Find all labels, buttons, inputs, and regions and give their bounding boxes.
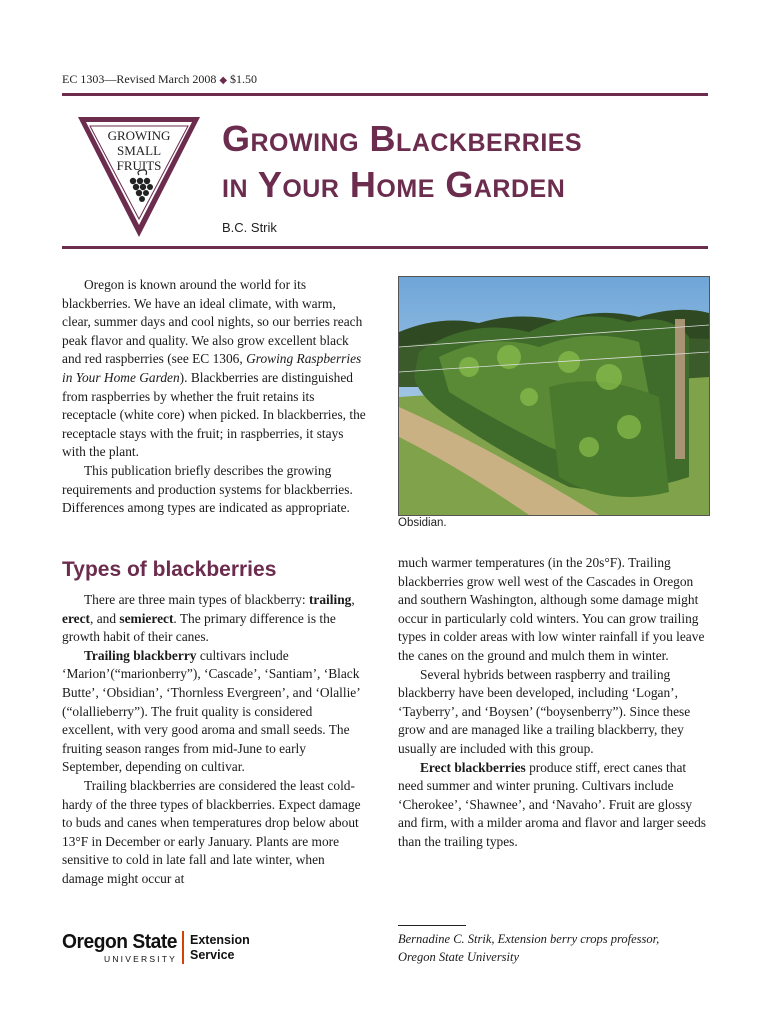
- osu-divider: [182, 931, 184, 964]
- footnote-line-1: Bernadine C. Strik, Extension berry crops professor,: [398, 932, 660, 946]
- trailing-heading: Trailing blackberry: [84, 647, 197, 663]
- types-paragraph-1: [62, 591, 367, 647]
- growing-small-fruits-logo: [76, 115, 202, 239]
- intro-paragraph-2: This publication briefly describes the growing requirements and production systems for blackberries. Differences among types are indicated as appropriate.: [62, 462, 353, 516]
- osu-university: UNIVERSITY: [104, 954, 178, 964]
- osu-service: Service: [190, 948, 235, 962]
- intro-p1-text-a: Oregon is known around the world for its blackberries. We have an ideal climate, with warm, clear, summer days and cool nights, so our berries reach peak flavor and quality. We also grow excellent black and red raspberries (see EC 1306,: [62, 277, 363, 367]
- logo-line-1: GROWING: [107, 128, 171, 143]
- erect-heading: Erect blackberries: [420, 759, 526, 775]
- intro-p1-text-b: ). Blackberries are distinguished from raspberries by whether the fruit retains its receptacle (white core) when picked. In blackberries, the receptacle stays with the fruit; in raspberries, it stays with the plant.: [62, 369, 366, 460]
- footnote-rule: [398, 925, 466, 926]
- col2-paragraph-3: [398, 759, 708, 852]
- section-heading: Types of blackberries: [62, 558, 277, 581]
- term-semierect: semierect: [119, 610, 174, 626]
- col2-paragraph-2: Several hybrids between raspberry and trailing blackberry have been developed, including ‘Logan’, ‘Tayberry’, and ‘Boysen’ (“boysenberry”). Since these grow and are managed like a trailing blackberry, they usually are included with this group.: [398, 666, 691, 756]
- header-rule-top: [62, 93, 708, 96]
- types-paragraph-2: [62, 647, 367, 777]
- types-p2-text: cultivars include ‘Marion’(“marionberry”), ‘Cascade’, ‘Santiam’, ‘Black Butte’, ‘Obsidian’, ‘Thornless Evergreen’, and ‘Olallie’ (“olallieberry”). The fruit quality is considered excellent, with very good aroma and small seeds. The fruiting season ranges from mid-June to early September, depending on cultivar.: [62, 647, 360, 775]
- term-erect: erect: [62, 610, 90, 626]
- types-p1-text-end: . The primary difference is the growth habit of their canes.: [62, 610, 336, 645]
- title-line-1: Growing Blackberries: [222, 118, 583, 159]
- photo-caption: Obsidian.: [398, 517, 447, 529]
- publication-info: [62, 72, 257, 87]
- types-p1-sep-1: ,: [351, 592, 355, 607]
- osu-extension-logo: [62, 928, 262, 968]
- obsidian-photo: [398, 276, 710, 516]
- intro-p1-italic: Growing Raspberries in Your Home Garden: [62, 351, 362, 385]
- header-rule-bottom: [62, 246, 708, 249]
- term-trailing: trailing: [308, 592, 352, 607]
- diamond-icon: ◆: [219, 75, 228, 86]
- types-p1-sep-2: , and: [90, 610, 120, 626]
- section-column-1: [62, 591, 367, 889]
- osu-name: Oregon State: [62, 931, 178, 953]
- author: B.C. Strik: [222, 220, 277, 235]
- footnote-line-2: Oregon State University: [398, 950, 520, 964]
- logo-line-3: FRUITS: [116, 158, 162, 173]
- col2-paragraph-1: much warmer temperatures (in the 20s°F). Trailing blackberries grow well west of the Cascades in Oregon and southern Washington, although some damage might occur in particularly cold winters. You can grow trailing types in colder areas with low winter rainfall if you leave the canes on the ground and mulch them in winter.: [398, 555, 705, 663]
- intro-text: [62, 276, 367, 518]
- price: $1.50: [230, 72, 258, 86]
- section-column-2: [398, 554, 708, 852]
- author-footnote: [398, 930, 708, 966]
- types-paragraph-3: Trailing blackberries are considered the least cold-hardy of the three types of blackberries. Expect damage to buds and canes when temperatures drop below about 13°F in December or early January. Plants are more sensitive to cold in late fall and late winter, when damage might occur at: [62, 777, 361, 886]
- publication-code: EC 1303—Revised March 2008: [62, 72, 217, 86]
- osu-extension: Extension: [190, 933, 250, 947]
- title-line-2: in Your Home Garden: [222, 164, 566, 205]
- intro-paragraph-1: [62, 276, 367, 462]
- page-title: [222, 116, 702, 208]
- types-p1-text: There are three main types of blackberry:: [84, 592, 309, 607]
- col2-p3-text: produce stiff, erect canes that need summer and winter pruning. Cultivars include ‘Cherokee’, ‘Shawnee’, and ‘Navaho’. Fruit are glossy and firm, with a milder aroma and flavor and larger seeds than the trailing types.: [398, 759, 706, 849]
- logo-line-2: SMALL: [116, 143, 162, 158]
